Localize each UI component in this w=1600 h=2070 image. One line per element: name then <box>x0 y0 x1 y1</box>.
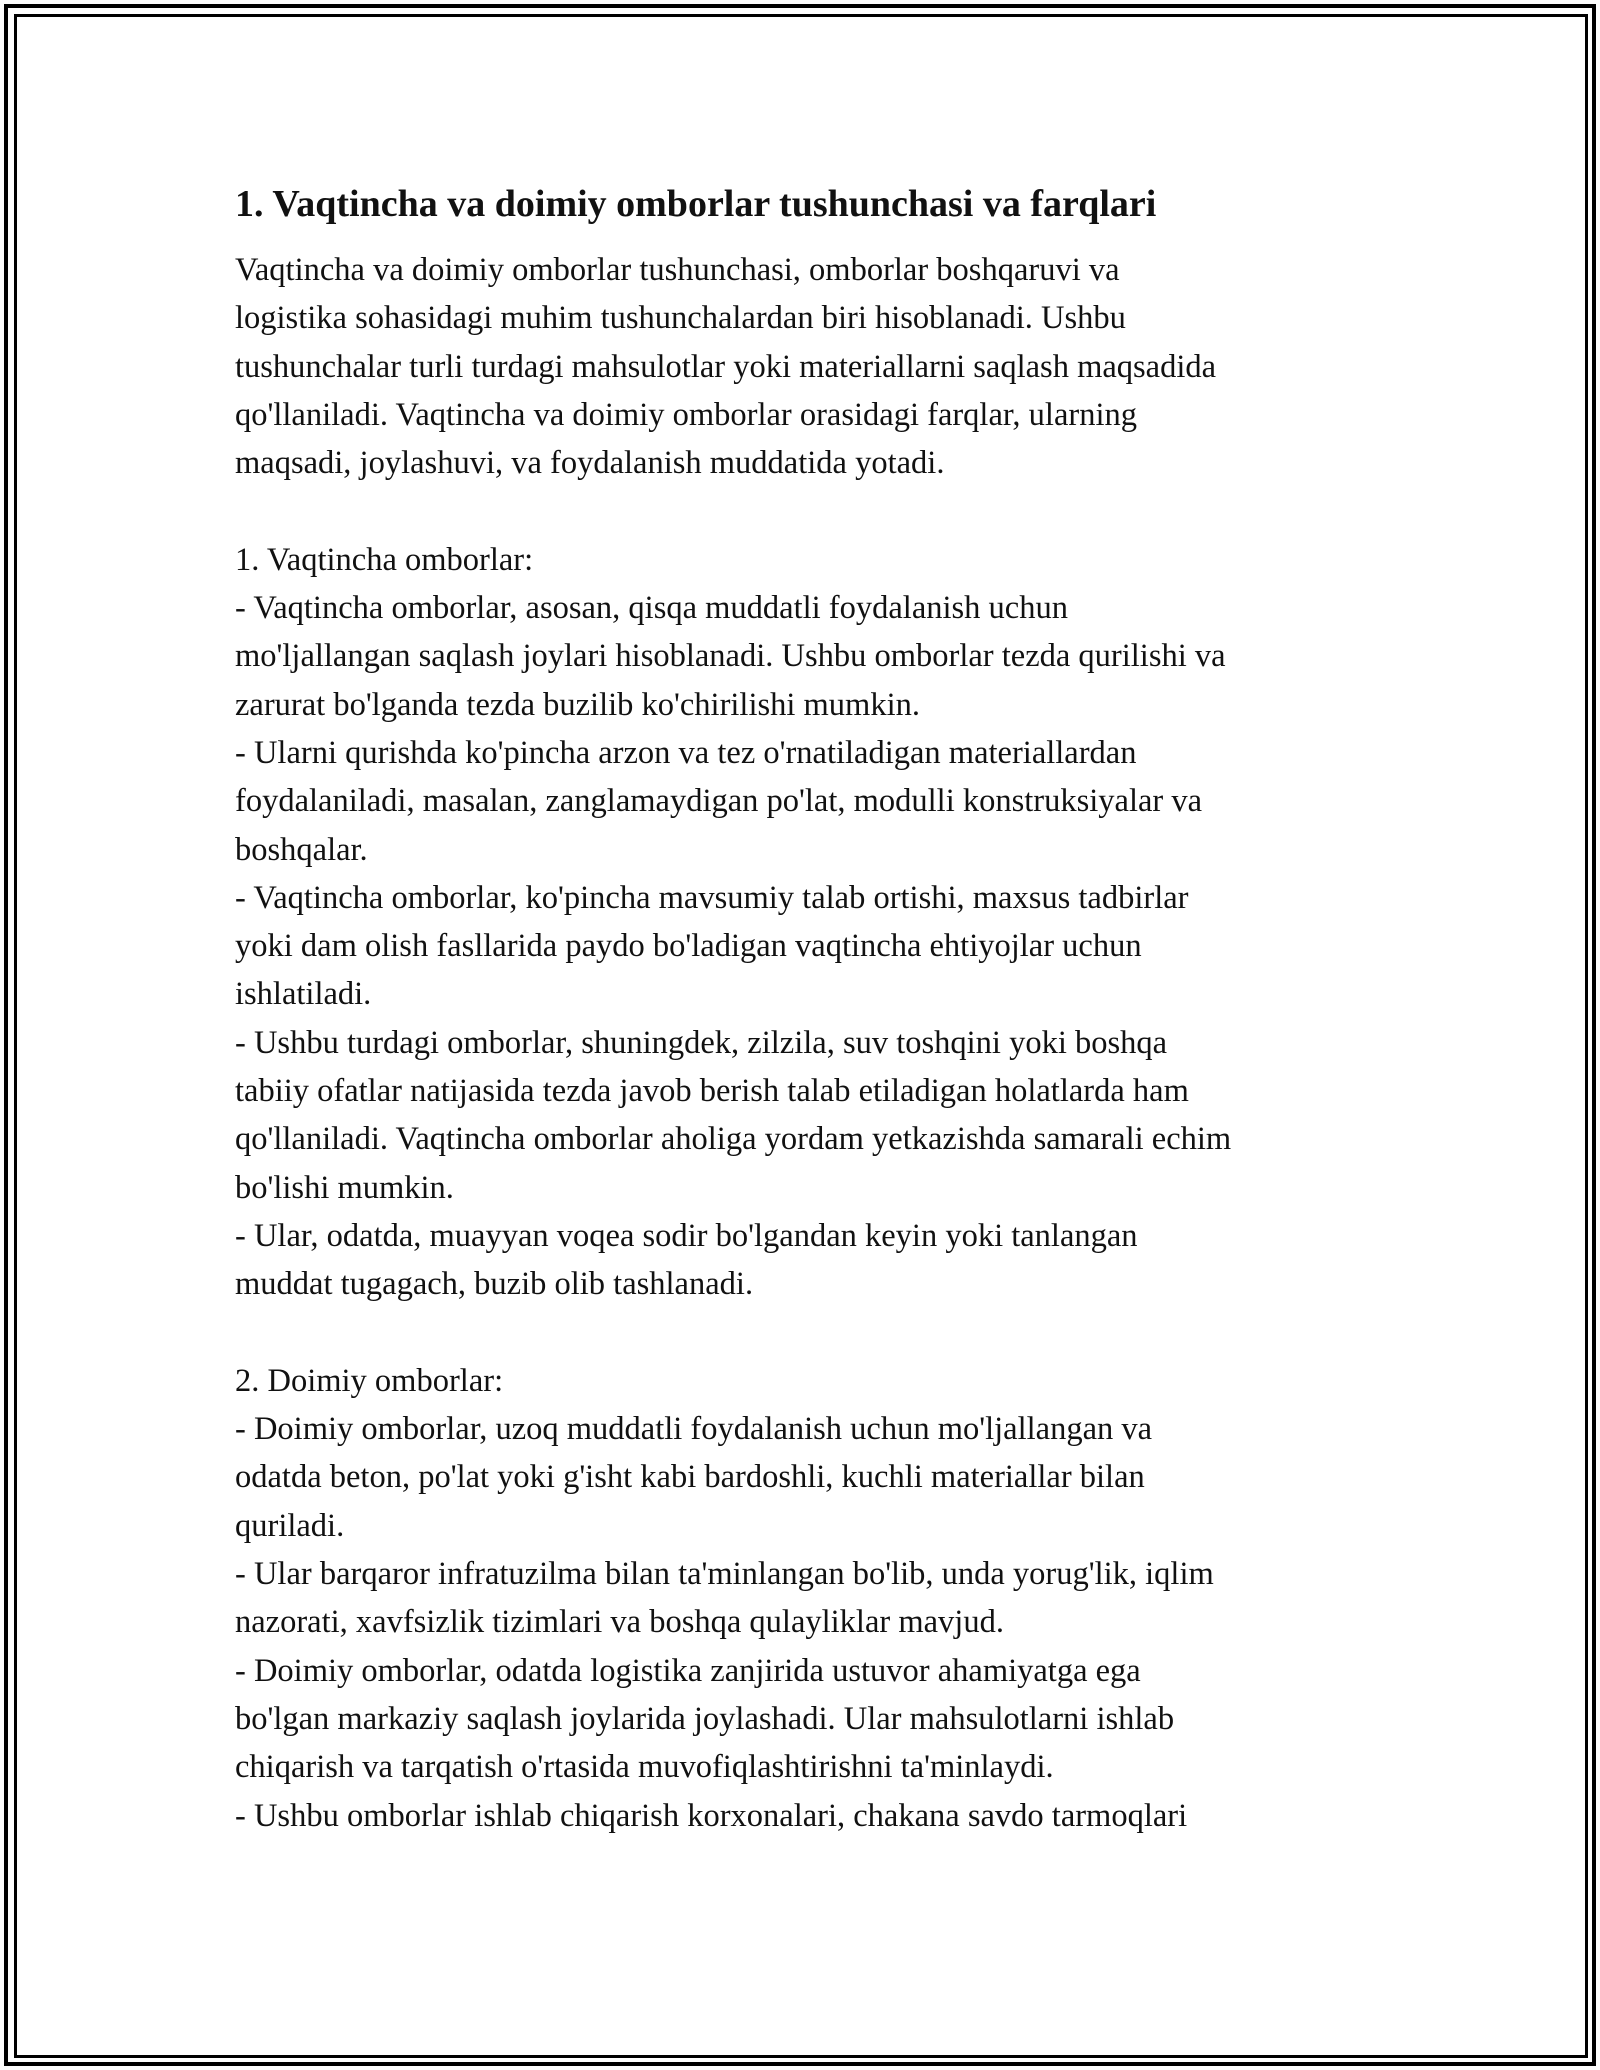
list-item: - Doimiy omborlar, uzoq muddatli foydalanish uchun mo'ljallangan va odatda beton, po'lat yoki g'isht kabi bardoshli, kuchli materiallar bilan quriladi. <box>235 1411 1153 1544</box>
document-body <box>235 178 1385 1840</box>
list-item: - Ularni qurishda ko'pincha arzon va tez o'rnatiladigan materiallardan foydalaniladi, masalan, zanglamaydigan po'lat, modulli konstruksiyalar va boshqalar. <box>235 734 1203 868</box>
list-item: - Ular barqaror infratuzilma bilan ta'minlangan bo'lib, unda yorug'lik, iqlim nazorati, xavfsizlik tizimlari va boshqa qulayliklar mavjud. <box>235 1556 1214 1641</box>
section-heading-permanent: 2. Doimiy omborlar: <box>235 1362 504 1399</box>
section-heading-temporary: 1. Vaqtincha omborlar: <box>235 541 534 578</box>
document-title: 1. Vaqtincha va doimiy omborlar tushunchasi va farqlari <box>235 183 1157 225</box>
paragraph-spacer <box>235 1309 1385 1357</box>
list-item: - Doimiy omborlar, odatda logistika zanjirida ustuvor ahamiyatga ega bo'lgan markaziy saqlash joylarida joylashadi. Ular mahsulotlarni ishlab chiqarish va tarqatish o'rtasida muvofiqlashtirishni ta'minlaydi. <box>235 1652 1175 1786</box>
list-item: - Ushbu omborlar ishlab chiqarish korxonalari, chakana savdo tarmoqlari <box>235 1797 1188 1834</box>
paragraph-spacer <box>235 487 1385 535</box>
list-item: - Ular, odatda, muayyan voqea sodir bo'lgandan keyin yoki tanlangan muddat tugagach, buzib olib tashlanadi. <box>235 1217 1138 1303</box>
list-item: - Ushbu turdagi omborlar, shuningdek, zilzila, suv toshqini yoki boshqa tabiiy ofatlar natijasida tezda javob berish talab etiladigan holatlarda ham qo'llaniladi. Vaqtincha omborlar aholiga yordam yetkazishda samarali echim bo'lishi mumkin. <box>235 1024 1232 1206</box>
intro-paragraph: Vaqtincha va doimiy omborlar tushunchasi, omborlar boshqaruvi va logistika sohasidagi muhim tushunchalardan biri hisoblanadi. Ushbu tushunchalar turli turdagi mahsulotlar yoki materiallarni saqlash maqsadida qo'llaniladi. Vaqtincha va doimiy omborlar orasidagi farqlar, ularning maqsadi, joylashuvi, va foydalanish muddatida yotadi. <box>235 252 1217 482</box>
list-item: - Vaqtincha omborlar, ko'pincha mavsumiy talab ortishi, maxsus tadbirlar yoki dam olish fasllarida paydo bo'ladigan vaqtincha ehtiyojlar uchun ishlatiladi. <box>235 879 1189 1013</box>
list-item: - Vaqtincha omborlar, asosan, qisqa muddatli foydalanish uchun mo'ljallangan saqlash joylari hisoblanadi. Ushbu omborlar tezda qurilishi va zarurat bo'lganda tezda buzilib ko'chirilishi mumkin. <box>235 590 1226 723</box>
